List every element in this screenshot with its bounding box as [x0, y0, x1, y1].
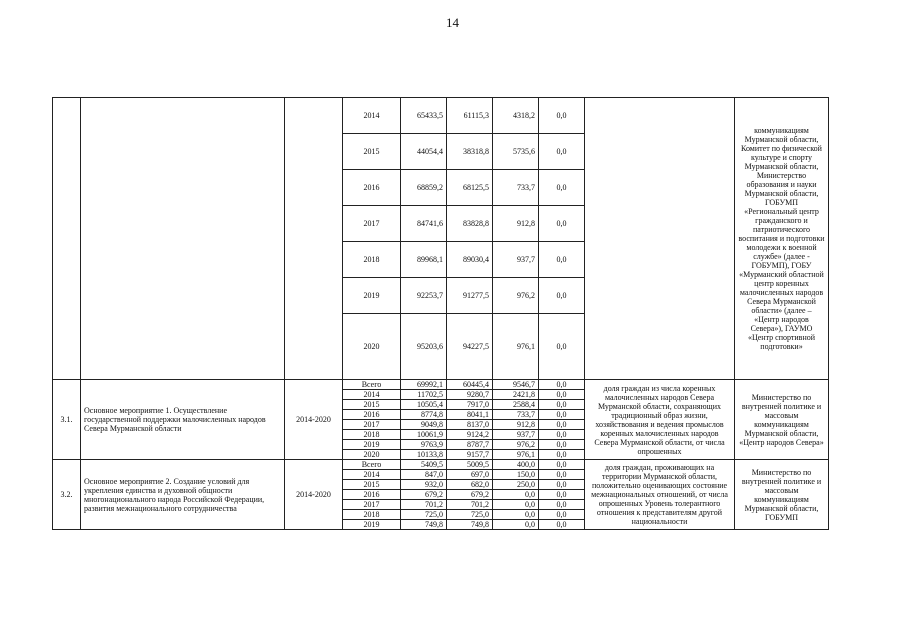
- total-cell: 847,0: [401, 470, 447, 480]
- other-cell: 0,0: [539, 430, 585, 440]
- measure-responsible: Министерство по внутренней политике и массовым коммуникациям Мурманской области, «Центр народов Севера»: [735, 380, 829, 460]
- regional-cell: 9280,7: [447, 390, 493, 400]
- regional-cell: 9157,7: [447, 450, 493, 460]
- measure-name: Основное мероприятие 1. Осуществление государственной поддержки малочисленных народов Севера Мурманской области: [81, 380, 285, 460]
- regional-cell: 8137,0: [447, 420, 493, 430]
- regional-cell: 5009,5: [447, 460, 493, 470]
- year-cell: 2015: [343, 480, 401, 490]
- regional-cell: 94227,5: [447, 314, 493, 380]
- total-cell: 701,2: [401, 500, 447, 510]
- year-cell: 2014: [343, 470, 401, 480]
- measure-period: 2014-2020: [285, 460, 343, 530]
- federal-cell: 400,0: [493, 460, 539, 470]
- year-cell: 2016: [343, 170, 401, 206]
- period-cell-empty: [285, 98, 343, 380]
- table-row: [53, 380, 829, 390]
- number-cell-empty: [53, 98, 81, 380]
- other-cell: 0,0: [539, 440, 585, 450]
- year-cell: Всего: [343, 380, 401, 390]
- year-cell: 2014: [343, 390, 401, 400]
- total-cell: 11702,5: [401, 390, 447, 400]
- federal-cell: 150,0: [493, 470, 539, 480]
- federal-cell: 0,0: [493, 500, 539, 510]
- total-cell: 92253,7: [401, 278, 447, 314]
- federal-cell: 976,2: [493, 278, 539, 314]
- other-cell: 0,0: [539, 410, 585, 420]
- name-cell-empty: [81, 98, 285, 380]
- federal-cell: 0,0: [493, 520, 539, 530]
- other-cell: 0,0: [539, 314, 585, 380]
- federal-cell: 0,0: [493, 510, 539, 520]
- regional-cell: 89030,4: [447, 242, 493, 278]
- total-cell: 725,0: [401, 510, 447, 520]
- regional-cell: 83828,8: [447, 206, 493, 242]
- year-cell: 2015: [343, 400, 401, 410]
- other-cell: 0,0: [539, 278, 585, 314]
- indicator-cell-empty: [585, 98, 735, 380]
- federal-cell: 0,0: [493, 490, 539, 500]
- year-cell: 2016: [343, 490, 401, 500]
- measure-indicator: доля граждан из числа коренных малочисленных народов Севера Мурманской области, сохраняющих традиционный образ жизни, хозяйствования и ведения промыслов коренных малочисленных народов Севера Мурманской области, от числа опрошенных: [585, 380, 735, 460]
- other-cell: 0,0: [539, 510, 585, 520]
- federal-cell: 976,2: [493, 440, 539, 450]
- measure-number: 3.2.: [53, 460, 81, 530]
- total-cell: 8774,8: [401, 410, 447, 420]
- year-cell: 2017: [343, 206, 401, 242]
- regional-cell: 91277,5: [447, 278, 493, 314]
- federal-cell: 912,8: [493, 206, 539, 242]
- total-cell: 10061,9: [401, 430, 447, 440]
- other-cell: 0,0: [539, 520, 585, 530]
- total-cell: 932,0: [401, 480, 447, 490]
- regional-cell: 61115,3: [447, 98, 493, 134]
- federal-cell: 2588,4: [493, 400, 539, 410]
- measure-period: 2014-2020: [285, 380, 343, 460]
- regional-cell: 682,0: [447, 480, 493, 490]
- other-cell: 0,0: [539, 420, 585, 430]
- other-cell: 0,0: [539, 206, 585, 242]
- total-cell: 69992,1: [401, 380, 447, 390]
- year-cell: 2014: [343, 98, 401, 134]
- year-cell: 2020: [343, 450, 401, 460]
- regional-cell: 8041,1: [447, 410, 493, 420]
- federal-cell: 937,7: [493, 242, 539, 278]
- total-cell: 9049,8: [401, 420, 447, 430]
- regional-cell: 9124,2: [447, 430, 493, 440]
- measure-responsible: Министерство по внутренней политике и массовым коммуникациям Мурманской области, ГОБУМП: [735, 460, 829, 530]
- regional-cell: 701,2: [447, 500, 493, 510]
- federal-cell: 5735,6: [493, 134, 539, 170]
- regional-cell: 60445,4: [447, 380, 493, 390]
- year-cell: 2015: [343, 134, 401, 170]
- table-row: [53, 98, 829, 134]
- total-cell: 44054,4: [401, 134, 447, 170]
- federal-cell: 733,7: [493, 410, 539, 420]
- total-cell: 10505,4: [401, 400, 447, 410]
- year-cell: 2017: [343, 420, 401, 430]
- year-cell: 2018: [343, 430, 401, 440]
- page-number: 14: [446, 15, 459, 30]
- federal-cell: 9546,7: [493, 380, 539, 390]
- measure-name: Основное мероприятие 2. Создание условий для укрепления единства и духовной общности многонационального народа Российской Федерации, развития межнационального сотрудничества: [81, 460, 285, 530]
- total-cell: 68859,2: [401, 170, 447, 206]
- year-cell: 2018: [343, 510, 401, 520]
- total-cell: 679,2: [401, 490, 447, 500]
- federal-cell: 937,7: [493, 430, 539, 440]
- federal-cell: 976,1: [493, 314, 539, 380]
- other-cell: 0,0: [539, 460, 585, 470]
- regional-cell: 697,0: [447, 470, 493, 480]
- other-cell: 0,0: [539, 480, 585, 490]
- other-cell: 0,0: [539, 98, 585, 134]
- year-cell: 2019: [343, 440, 401, 450]
- other-cell: 0,0: [539, 500, 585, 510]
- total-cell: 9763,9: [401, 440, 447, 450]
- measure-number: 3.1.: [53, 380, 81, 460]
- other-cell: 0,0: [539, 490, 585, 500]
- federal-cell: 976,1: [493, 450, 539, 460]
- regional-cell: 679,2: [447, 490, 493, 500]
- total-cell: 5409,5: [401, 460, 447, 470]
- regional-cell: 7917,0: [447, 400, 493, 410]
- regional-cell: 68125,5: [447, 170, 493, 206]
- year-cell: 2016: [343, 410, 401, 420]
- other-cell: 0,0: [539, 134, 585, 170]
- total-cell: 10133,8: [401, 450, 447, 460]
- regional-cell: 8787,7: [447, 440, 493, 450]
- regional-cell: 38318,8: [447, 134, 493, 170]
- other-cell: 0,0: [539, 390, 585, 400]
- year-cell: 2019: [343, 278, 401, 314]
- other-cell: 0,0: [539, 242, 585, 278]
- federal-cell: 2421,8: [493, 390, 539, 400]
- measure-indicator: доля граждан, проживающих на территории Мурманской области, положительно оценивающих состояние межнациональных отношений, от числа опрошенных Уровень толерантного отношения к представителям другой национальности: [585, 460, 735, 530]
- total-cell: 84741,6: [401, 206, 447, 242]
- other-cell: 0,0: [539, 470, 585, 480]
- year-cell: 2020: [343, 314, 401, 380]
- federal-cell: 912,8: [493, 420, 539, 430]
- year-cell: Всего: [343, 460, 401, 470]
- regional-cell: 725,0: [447, 510, 493, 520]
- total-cell: 95203,6: [401, 314, 447, 380]
- federal-cell: 4318,2: [493, 98, 539, 134]
- year-cell: 2018: [343, 242, 401, 278]
- federal-cell: 733,7: [493, 170, 539, 206]
- responsible-cell: коммуникациям Мурманской области, Комитет по физической культуре и спорту Мурманской области, Министерство образования и науки Мурманской области, ГОБУМП «Региональный центр гражданского и патриотического воспитания и подготовки молодежи к военной службе» (далее - ГОБУМП), ГОБУ «Мурманский областной центр коренных малочисленных народов Севера Мурманской области» (далее – «Центр народов Севера»), ГАУМО «Центр спортивной подготовки»: [735, 98, 829, 380]
- other-cell: 0,0: [539, 400, 585, 410]
- year-cell: 2019: [343, 520, 401, 530]
- regional-cell: 749,8: [447, 520, 493, 530]
- year-cell: 2017: [343, 500, 401, 510]
- other-cell: 0,0: [539, 170, 585, 206]
- federal-cell: 250,0: [493, 480, 539, 490]
- total-cell: 89968,1: [401, 242, 447, 278]
- other-cell: 0,0: [539, 380, 585, 390]
- total-cell: 749,8: [401, 520, 447, 530]
- total-cell: 65433,5: [401, 98, 447, 134]
- other-cell: 0,0: [539, 450, 585, 460]
- program-table: [52, 97, 829, 530]
- table-row: [53, 460, 829, 470]
